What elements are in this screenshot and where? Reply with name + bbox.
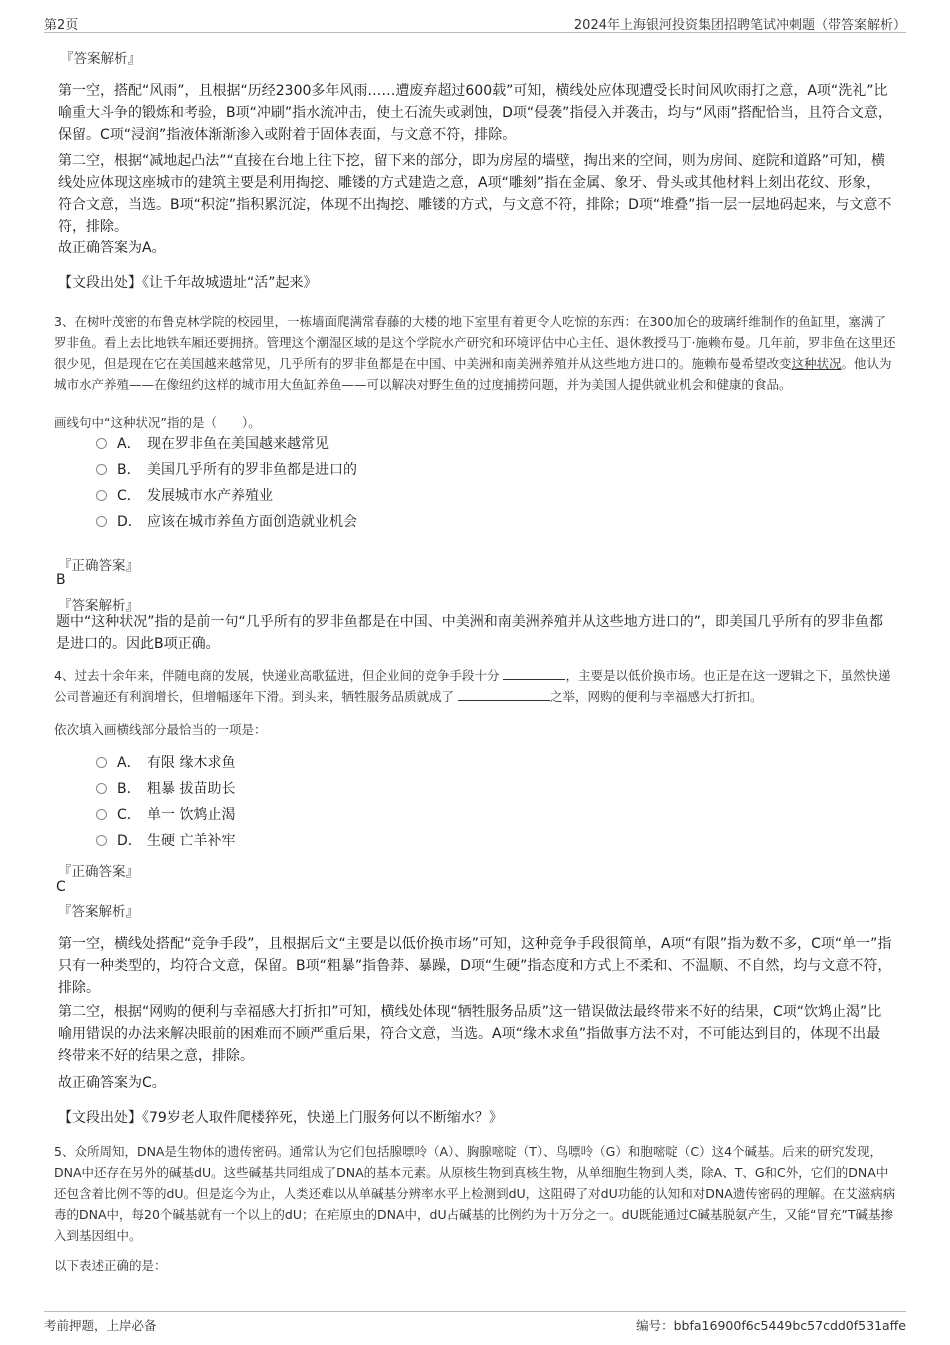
q4-question: 依次填入画横线部分最恰当的一项是： [54, 722, 267, 737]
page-footer [44, 1311, 906, 1334]
q2-conclusion: 故正确答案为A。 [58, 240, 166, 256]
q4-conclusion: 故正确答案为C。 [58, 1075, 166, 1091]
q4-answer-tag: 『正确答案』 [58, 864, 139, 880]
q4-blank-1 [503, 667, 565, 680]
q3-option-d[interactable]: D． 应该在城市养鱼方面创造就业机会 [96, 512, 357, 532]
q4-stem: 4、过去十余年来，伴随电商的发展，快递业高歌猛进，但企业间的竞争手段十分 ，主要是以低价换市场。也正是在这一逻辑之下，虽然快递公司普遍还有利润增长，但增幅逐年下滑。到头来，牺牲服务品质就成了 之举，网购的便利与幸福感大打折扣。 [54, 668, 891, 704]
q2-analysis-p2: 第二空，根据“减地起凸法”“直接在台地上往下挖，留下来的部分，即为房屋的墙壁，掏出来的空间，则为房间、庭院和道路”可知，横线处应体现这座城市的建筑主要是利用掏挖、雕镂的方式建造之意，A项“雕刻”指在金属、象牙、骨头或其他材料上刻出花纹、形象，符合文意，当选。B项“积淀”指积累沉淀，体现不出掏挖、雕镂的方式，与文意不符，排除；D项“堆叠”指一层一层地码起来，与文意不符，排除。 [58, 153, 892, 235]
q3-option-c[interactable]: C． 发展城市水产养殖业 [96, 486, 273, 506]
q4-option-c[interactable]: C． 单一 饮鸩止渴 [96, 805, 235, 825]
q4-option-d[interactable]: D． 生硬 亡羊补牢 [96, 831, 235, 851]
q4-source: 【文段出处】《79岁老人取件爬楼猝死，快递上门服务何以不断缩水？》 [58, 1110, 503, 1126]
q3-analysis: 题中“这种状况”指的是前一句“几乎所有的罗非鱼都是在中国、中美洲和南美洲养殖并从这些地方进口的”，即美国几乎所有的罗非鱼都是进口的。因此B项正确。 [56, 614, 884, 652]
document-code: 编号：bbfa16900f6c5449bc57cdd0f531affe [636, 1318, 906, 1333]
q4-blank-2 [458, 688, 550, 701]
radio-icon[interactable] [96, 438, 107, 449]
q4-answer: C [56, 879, 66, 895]
q3-stem: 3、在树叶茂密的布鲁克林学院的校园里，一栋墙面爬满常春藤的大楼的地下室里有着更令人吃惊的东西：在300加仑的玻璃纤维制作的鱼缸里，塞满了罗非鱼。看上去比地铁车厢还要拥挤。管理这个潮湿区域的是这个学院水产研究和环境评估中心主任、退休教授马丁·施赖布曼。几年前，罗非鱼在这里还很少见，但是现在它在美国越来越常见，几乎所有的罗非鱼都是在中国、中美洲和南美洲养殖并从这些地方进口的。施赖布曼希望改变这种状况。他认为城市水产养殖——在像纽约这样的城市用大鱼缸养鱼——可以解决对野生鱼的过度捕捞问题，并为美国人提供就业机会和健康的食品。 [54, 314, 896, 392]
q4-analysis-p2: 第二空，根据“网购的便利与幸福感大打折扣”可知，横线处体现“牺牲服务品质”这一错误做法最终带来不好的结果，C项“饮鸩止渴”比喻用错误的办法来解决眼前的困难而不顾严重后果，符合文意，当选。A项“缘木求鱼”指做事方法不对，不可能达到目的，体现不出最终带来不好的结果之意，排除。 [58, 1004, 882, 1064]
q4-option-b[interactable]: B． 粗暴 拔苗助长 [96, 779, 235, 799]
q3-option-b[interactable]: B． 美国几乎所有的罗非鱼都是进口的 [96, 460, 357, 480]
footer-slogan: 考前押题，上岸必备 [44, 1318, 157, 1333]
radio-icon[interactable] [96, 783, 107, 794]
q3-option-a[interactable]: A． 现在罗非鱼在美国越来越常见 [96, 434, 329, 454]
q2-analysis-p1: 第一空，搭配“风雨”，且根据“历经2300多年风雨……遭废弃超过600载”可知，横线处应体现遭受长时间风吹雨打之意，A项“洗礼”比喻重大斗争的锻炼和考验，B项“冲刷”指水流冲击，使土石流失或剥蚀，D项“侵袭”指侵入并袭击，均与“风雨”搭配恰当，且符合文意，保留。C项“浸润”指液体渐渐渗入或附着于固体表面，与文意不符，排除。 [58, 83, 892, 143]
q4-option-a[interactable]: A． 有限 缘木求鱼 [96, 753, 235, 773]
radio-icon[interactable] [96, 757, 107, 768]
q3-underlined-phrase: 这种状况 [791, 356, 842, 371]
q4-analysis-p1: 第一空，横线处搭配“竞争手段”，且根据后文“主要是以低价换市场”可知，这种竞争手段很简单，A项“有限”指为数不多，C项“单一”指只有一种类型的，均符合文意，保留。B项“粗暴”指鲁莽、暴躁，D项“生硬”指态度和方式上不柔和、不温顺、不自然，均与文意不符，排除。 [58, 936, 892, 996]
document-title: 2024年上海银河投资集团招聘笔试冲刺题（带答案解析） [573, 18, 906, 33]
radio-icon[interactable] [96, 835, 107, 846]
radio-icon[interactable] [96, 809, 107, 820]
q4-analysis-tag: 『答案解析』 [58, 904, 139, 920]
page-header [44, 12, 906, 33]
radio-icon[interactable] [96, 516, 107, 527]
q2-source: 【文段出处】《让千年故城遗址“活”起来》 [58, 275, 318, 291]
q3-question: 画线句中“这种状况”指的是（ ）。 [54, 415, 261, 430]
page-number: 第2页 [44, 18, 79, 33]
q5-question: 以下表述正确的是： [54, 1258, 167, 1273]
q5-stem: 5、众所周知，DNA是生物体的遗传密码。通常认为它们包括腺嘌呤（A）、胸腺嘧啶（T）、鸟嘌呤（G）和胞嘧啶（C）这4个碱基。后来的研究发现，DNA中还存在另外的碱基dU。这些碱基共同组成了DNA的基本元素。从原核生物到真核生物，从单细胞生物到人类，除A、T、G和C外，它们的DNA中还包含着比例不等的dU。但是迄今为止，人类还难以从单碱基分辨率水平上检测到dU，这阻碍了对dU功能的认知和对DNA遗传密码的理解。在艾滋病病毒的DNA中，每20个碱基就有一个以上的dU；在疟原虫的DNA中，dU占碱基的比例约为十万分之一。dU既能通过C碱基脱氨产生，又能“冒充”T碱基掺入到基因组中。 [54, 1144, 896, 1243]
q3-answer: B [56, 572, 66, 588]
radio-icon[interactable] [96, 464, 107, 475]
q2-analysis-tag: 『答案解析』 [60, 51, 141, 67]
q3-analysis-tag: 『答案解析』 [58, 598, 139, 614]
q3-answer-tag: 『正确答案』 [58, 558, 139, 574]
radio-icon[interactable] [96, 490, 107, 501]
